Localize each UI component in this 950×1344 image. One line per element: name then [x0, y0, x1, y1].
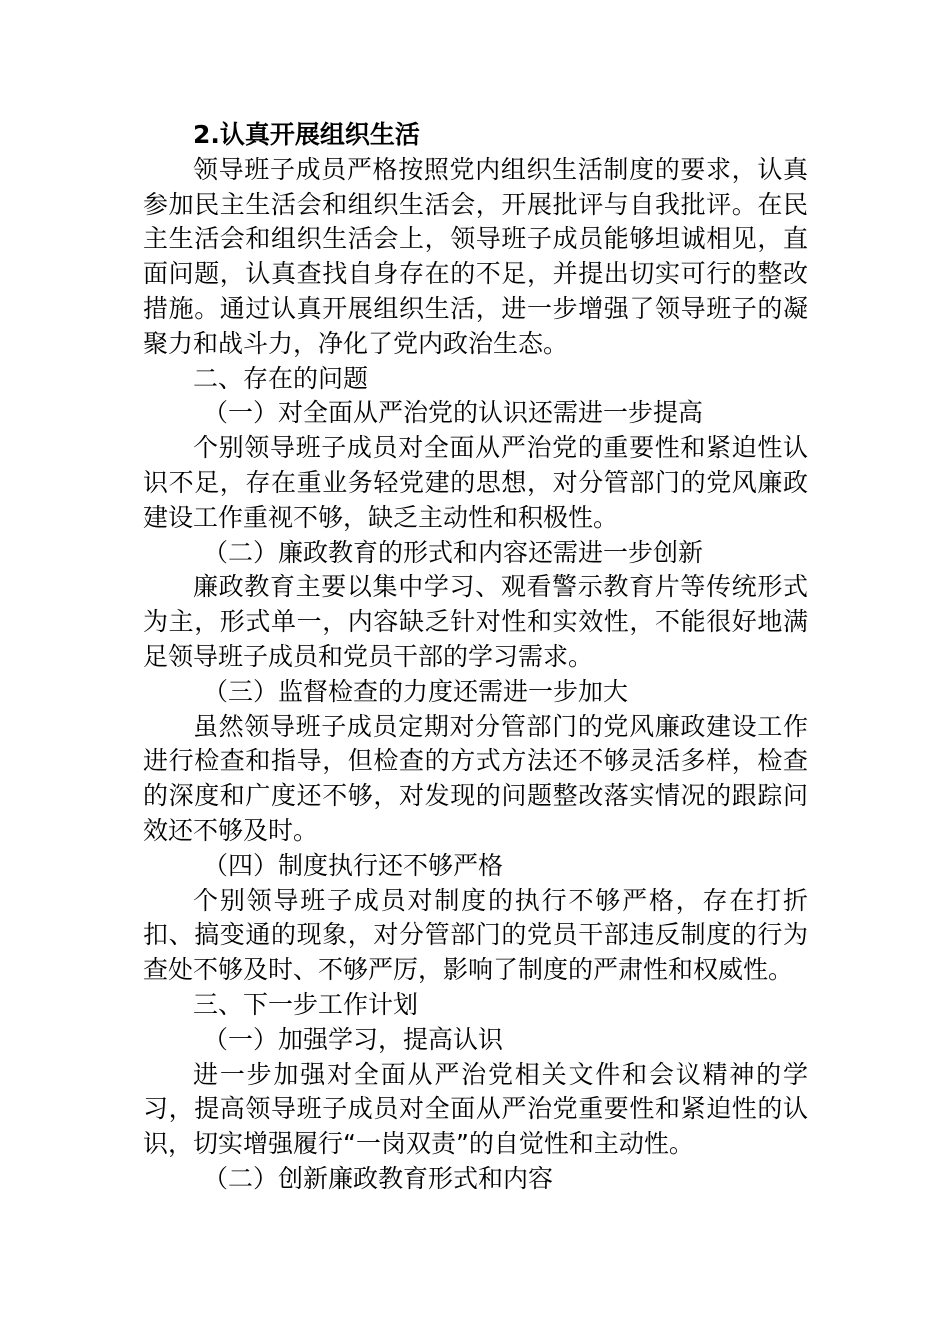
paragraph-1: 领导班子成员严格按照党内组织生活制度的要求，认真参加民主生活会和组织生活会，开展批评与自我批评。在民主生活会和组织生活会上，领导班子成员能够坦诚相见，直面问题，认真查找自身存在的不足，并提出切实可行的整改措施。通过认真开展组织生活，进一步增强了领导班子的凝聚力和战斗力，净化了党内政治生态。 — [143, 154, 808, 358]
document-body — [143, 118, 808, 1197]
subheading-problem-3: （三）监督检查的力度还需进一步加大 — [203, 676, 629, 706]
paragraph-plan-1: 进一步加强对全面从严治党相关文件和会议精神的学习，提高领导班子成员对全面从严治党重要性和紧迫性的认识，切实增强履行“一岗双责”的自觉性和主动性。 — [143, 1059, 808, 1159]
section-heading-plan: 三、下一步工作计划 — [193, 989, 419, 1019]
subheading-problem-1: （一）对全面从严治党的认识还需进一步提高 — [203, 398, 704, 428]
paragraph-problem-4: 个别领导班子成员对制度的执行不够严格，存在打折扣、搞变通的现象，对分管部门的党员干部违反制度的行为查处不够及时、不够严厉，影响了制度的严肃性和权威性。 — [143, 885, 808, 985]
section-heading-2: 2.认真开展组织生活 — [193, 120, 420, 149]
paragraph-problem-1: 个别领导班子成员对全面从严治党的重要性和紧迫性认识不足，存在重业务轻党建的思想，对分管部门的党风廉政建设工作重视不够，缺乏主动性和积极性。 — [143, 433, 808, 532]
paragraph-problem-3: 虽然领导班子成员定期对分管部门的党风廉政建设工作进行检查和指导，但检查的方式方法还不够灵活多样，检查的深度和广度还不够，对发现的问题整改落实情况的跟踪问效还不够及时。 — [143, 711, 808, 845]
section-heading-problems: 二、存在的问题 — [193, 363, 369, 393]
subheading-problem-4: （四）制度执行还不够严格 — [203, 850, 504, 880]
subheading-problem-2: （二）廉政教育的形式和内容还需进一步创新 — [203, 537, 704, 567]
subheading-plan-1: （一）加强学习，提高认识 — [203, 1024, 504, 1054]
subheading-plan-2: （二）创新廉政教育形式和内容 — [203, 1163, 554, 1193]
paragraph-problem-2: 廉政教育主要以集中学习、观看警示教育片等传统形式为主，形式单一，内容缺乏针对性和实效性，不能很好地满足领导班子成员和党员干部的学习需求。 — [143, 572, 808, 671]
